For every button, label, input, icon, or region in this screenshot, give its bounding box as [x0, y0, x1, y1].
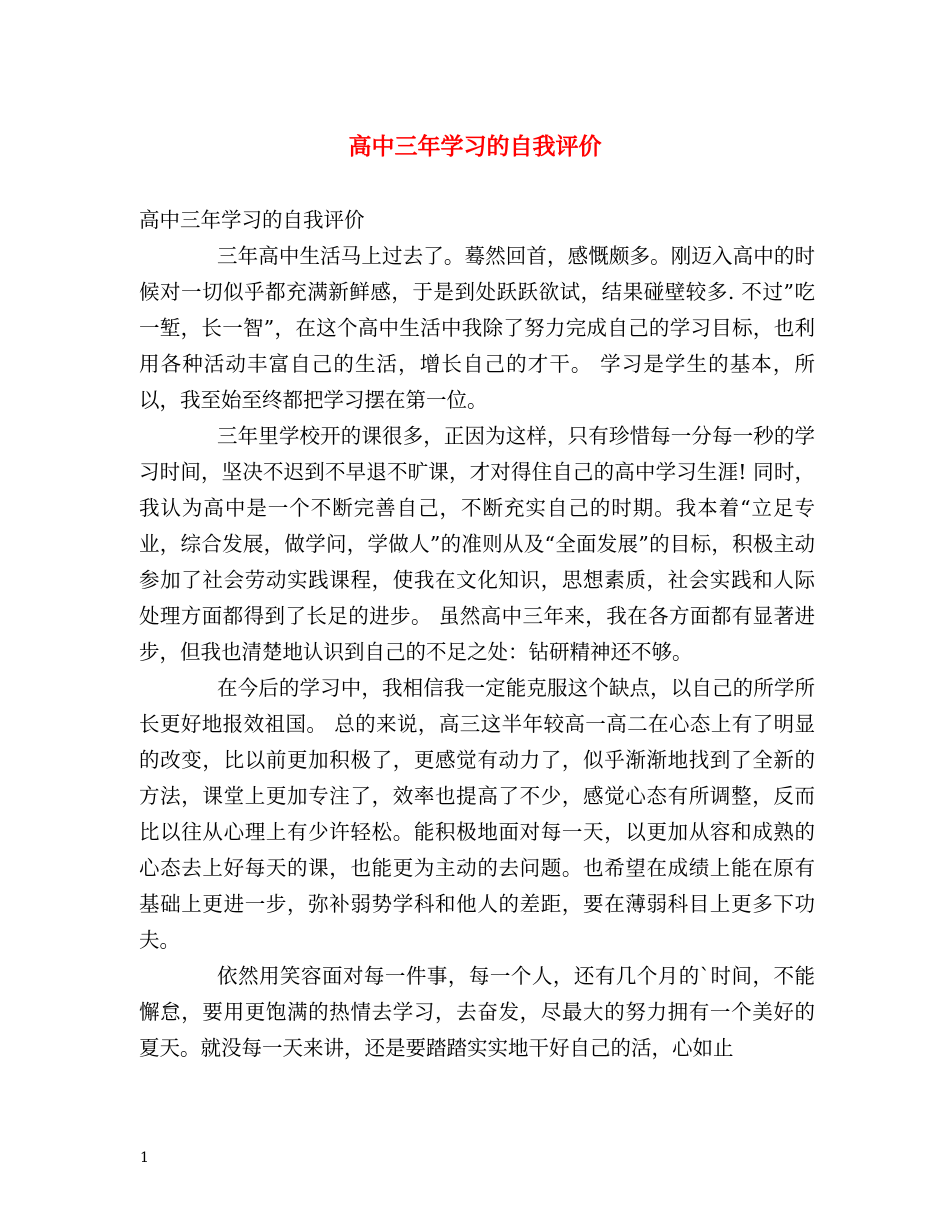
paragraph-1: 三年高中生活马上过去了。蓦然回首，感慨颇多。刚迈入高中的时候对一切似乎都充满新鲜感，于是到处跃跃欲试，结果碰壁较多. 不过”吃一堑，长一智”，在这个高中生活中我除了努力完成自己的学习目标，也利用各种活动丰富自己的生活，增长自己的才干。 学习是学生的基本，所以，我至始至终都把学习摆在第一位。 — [139, 244, 815, 412]
paragraph-4: 依然用笑容面对每一件事，每一个人，还有几个月的`时间，不能懈怠，要用更饱满的热情去学习，去奋发，尽最大的努力拥有一个美好的夏天。就没每一天来讲，还是要踏踏实实地干好自己的活，心如止 — [139, 964, 815, 1060]
paragraph-3: 在今后的学习中，我相信我一定能克服这个缺点，以自己的所学所长更好地报效祖国。 总的来说，高三这半年较高一高二在心态上有了明显的改变，比以前更加积极了，更感觉有动力了，似乎渐渐地找到了全新的方法，课堂上更加专注了，效率也提高了不少，感觉心态有所调整，反而比以往从心理上有少许轻松。能积极地面对每一天，以更加从容和成熟的心态去上好每天的课，也能更为主动的去问题。也希望在成绩上能在原有基础上更进一步，弥补弱势学科和他人的差距，要在薄弱科目上更多下功夫。 — [139, 676, 815, 952]
document-body — [139, 202, 815, 1066]
paragraph-2: 三年里学校开的课很多，正因为这样，只有珍惜每一分每一秒的学习时间，坚决不迟到不早退不旷课，才对得住自己的高中学习生涯! 同时，我认为高中是一个不断完善自己，不断充实自己的时期。我本着“立足专业，综合发展，做学问，学做人”的准则从及“全面发展”的目标，积极主动参加了社会劳动实践课程，使我在文化知识，思想素质，社会实践和人际处理方面都得到了长足的进步。 虽然高中三年来，我在各方面都有显著进步，但我也清楚地认识到自己的不足之处：钻研精神还不够。 — [139, 424, 815, 664]
document-subtitle: 高中三年学习的自我评价 — [139, 208, 365, 232]
document-title: 高中三年学习的自我评价 — [348, 133, 602, 160]
page-number: 1 — [140, 1150, 149, 1166]
